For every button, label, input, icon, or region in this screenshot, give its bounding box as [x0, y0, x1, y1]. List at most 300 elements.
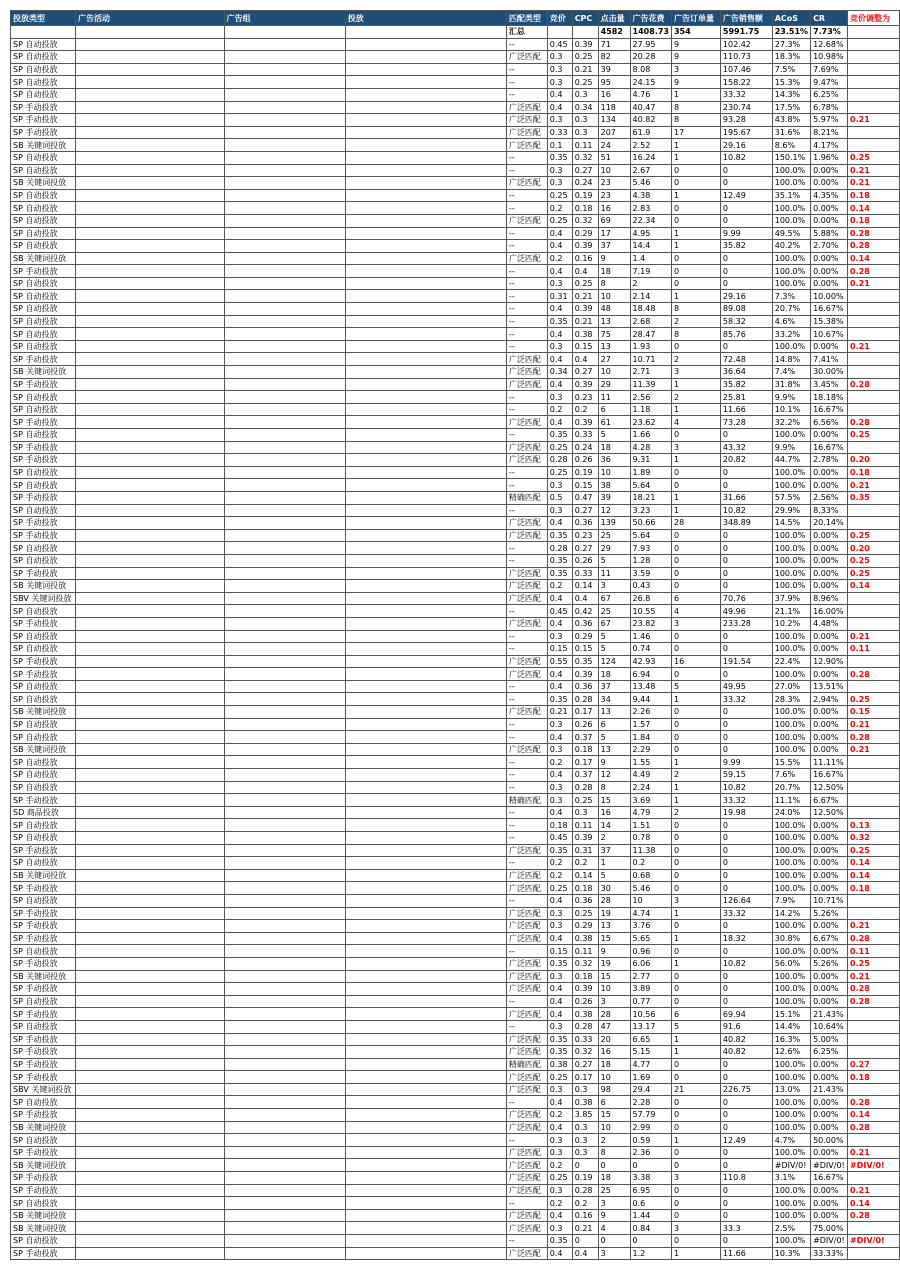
cell-ad-group[interactable] [224, 202, 345, 215]
cell-cpc[interactable]: 0.29 [572, 227, 598, 240]
cell-targeting[interactable] [345, 819, 506, 832]
cell-type[interactable]: SP 自动投放 [11, 76, 76, 89]
total-bid-adjust[interactable] [848, 26, 900, 39]
cell-targeting[interactable] [345, 290, 506, 303]
cell-cr[interactable]: 21.43% [811, 1008, 848, 1021]
cell-acos[interactable]: 4.7% [772, 1134, 810, 1147]
cell-orders[interactable]: 3 [671, 894, 720, 907]
cell-acos[interactable]: 14.8% [772, 353, 810, 366]
cell-cr[interactable]: 2.94% [811, 693, 848, 706]
cell-bid[interactable]: 0.4 [547, 378, 572, 391]
cell-type[interactable]: SP 自动投放 [11, 1197, 76, 1210]
cell-orders[interactable]: 0 [671, 832, 720, 845]
cell-cpc[interactable]: 0.36 [572, 894, 598, 907]
cell-ad-group[interactable] [224, 441, 345, 454]
cell-spend[interactable]: 1.55 [630, 756, 671, 769]
cell-cpc[interactable]: 0.16 [572, 1209, 598, 1222]
cell-orders[interactable]: 0 [671, 920, 720, 933]
cell-campaign[interactable] [75, 328, 224, 341]
cell-sales[interactable]: 0 [720, 1096, 772, 1109]
cell-acos[interactable]: 100.0% [772, 1096, 810, 1109]
cell-campaign[interactable] [75, 38, 224, 51]
cell-spend[interactable]: 0.43 [630, 580, 671, 593]
cell-spend[interactable]: 5.64 [630, 479, 671, 492]
cell-type[interactable]: SB 关键词投放 [11, 139, 76, 152]
cell-acos[interactable]: #DIV/0! [772, 1159, 810, 1172]
cell-orders[interactable]: 21 [671, 1083, 720, 1096]
cell-bid-adjust[interactable]: 0.21 [848, 743, 900, 756]
cell-clicks[interactable]: 9 [598, 756, 630, 769]
cell-cpc[interactable]: 0.19 [572, 1172, 598, 1185]
cell-targeting[interactable] [345, 617, 506, 630]
cell-spend[interactable]: 1.44 [630, 1209, 671, 1222]
cell-cpc[interactable]: 0.18 [572, 202, 598, 215]
cell-clicks[interactable]: 75 [598, 328, 630, 341]
cell-sales[interactable]: 0 [720, 706, 772, 719]
cell-cr[interactable]: 0.00% [811, 706, 848, 719]
cell-orders[interactable]: 1 [671, 1033, 720, 1046]
cell-match-type[interactable]: 广泛匹配 [506, 517, 547, 530]
cell-cpc[interactable]: 0.31 [572, 844, 598, 857]
cell-match-type[interactable]: -- [506, 38, 547, 51]
cell-cpc[interactable]: 0.32 [572, 151, 598, 164]
cell-spend[interactable]: 6.06 [630, 957, 671, 970]
cell-bid[interactable]: 0.4 [547, 1121, 572, 1134]
cell-orders[interactable]: 0 [671, 1109, 720, 1122]
cell-cr[interactable]: 5.26% [811, 907, 848, 920]
cell-acos[interactable]: 150.1% [772, 151, 810, 164]
cell-clicks[interactable]: 3 [598, 580, 630, 593]
cell-ad-group[interactable] [224, 88, 345, 101]
cell-targeting[interactable] [345, 806, 506, 819]
cell-cr[interactable]: 6.25% [811, 88, 848, 101]
cell-acos[interactable]: 44.7% [772, 454, 810, 467]
cell-type[interactable]: SB 关键词投放 [11, 1209, 76, 1222]
cell-bid[interactable]: 0.2 [547, 252, 572, 265]
cell-targeting[interactable] [345, 403, 506, 416]
cell-ad-group[interactable] [224, 517, 345, 530]
cell-targeting[interactable] [345, 605, 506, 618]
cell-cr[interactable]: 11.11% [811, 756, 848, 769]
cell-acos[interactable]: 7.3% [772, 290, 810, 303]
cell-match-type[interactable]: 广泛匹配 [506, 920, 547, 933]
cell-sales[interactable]: 0 [720, 252, 772, 265]
cell-cpc[interactable]: 0.32 [572, 214, 598, 227]
cell-ad-group[interactable] [224, 315, 345, 328]
cell-sales[interactable]: 0 [720, 643, 772, 656]
cell-spend[interactable]: 3.76 [630, 920, 671, 933]
cell-match-type[interactable]: 广泛匹配 [506, 580, 547, 593]
cell-sales[interactable]: 0 [720, 340, 772, 353]
cell-targeting[interactable] [345, 303, 506, 316]
cell-match-type[interactable]: -- [506, 240, 547, 253]
cell-match-type[interactable]: 广泛匹配 [506, 378, 547, 391]
cell-ad-group[interactable] [224, 454, 345, 467]
cell-ad-group[interactable] [224, 391, 345, 404]
cell-spend[interactable]: 0.68 [630, 869, 671, 882]
cell-type[interactable]: SP 自动投放 [11, 554, 76, 567]
cell-sales[interactable]: 0 [720, 844, 772, 857]
cell-bid[interactable]: 0.4 [547, 731, 572, 744]
cell-cr[interactable]: 0.00% [811, 265, 848, 278]
cell-orders[interactable]: 1 [671, 454, 720, 467]
cell-bid-adjust[interactable] [848, 76, 900, 89]
cell-clicks[interactable]: 34 [598, 693, 630, 706]
cell-spend[interactable]: 2.14 [630, 290, 671, 303]
cell-spend[interactable]: 61.9 [630, 126, 671, 139]
cell-clicks[interactable]: 15 [598, 794, 630, 807]
cell-ad-group[interactable] [224, 983, 345, 996]
cell-cr[interactable]: 0.00% [811, 630, 848, 643]
cell-spend[interactable]: 6.65 [630, 1033, 671, 1046]
cell-match-type[interactable]: -- [506, 315, 547, 328]
cell-orders[interactable]: 0 [671, 1159, 720, 1172]
cell-match-type[interactable]: -- [506, 1197, 547, 1210]
cell-cpc[interactable]: 0.11 [572, 945, 598, 958]
cell-type[interactable]: SP 手动投放 [11, 920, 76, 933]
cell-cr[interactable]: 0.00% [811, 554, 848, 567]
cell-spend[interactable]: 1.4 [630, 252, 671, 265]
cell-match-type[interactable]: 广泛匹配 [506, 1083, 547, 1096]
cell-targeting[interactable] [345, 1146, 506, 1159]
cell-bid-adjust[interactable]: 0.11 [848, 945, 900, 958]
cell-type[interactable]: SP 自动投放 [11, 832, 76, 845]
cell-cr[interactable]: 0.00% [811, 1058, 848, 1071]
cell-bid[interactable]: 0.3 [547, 907, 572, 920]
cell-ad-group[interactable] [224, 731, 345, 744]
cell-orders[interactable]: 8 [671, 101, 720, 114]
cell-match-type[interactable]: -- [506, 819, 547, 832]
cell-ad-group[interactable] [224, 592, 345, 605]
cell-type[interactable]: SP 自动投放 [11, 630, 76, 643]
cell-acos[interactable]: 100.0% [772, 832, 810, 845]
cell-sales[interactable]: 195.67 [720, 126, 772, 139]
cell-clicks[interactable]: 23 [598, 189, 630, 202]
cell-type[interactable]: SP 自动投放 [11, 1020, 76, 1033]
cell-ad-group[interactable] [224, 38, 345, 51]
cell-cpc[interactable]: 0.47 [572, 491, 598, 504]
cell-targeting[interactable] [345, 529, 506, 542]
cell-bid[interactable]: 0.35 [547, 844, 572, 857]
cell-orders[interactable]: 0 [671, 844, 720, 857]
cell-spend[interactable]: 1.46 [630, 630, 671, 643]
cell-spend[interactable]: 13.48 [630, 680, 671, 693]
cell-acos[interactable]: 100.0% [772, 554, 810, 567]
cell-sales[interactable]: 0 [720, 554, 772, 567]
cell-match-type[interactable]: -- [506, 605, 547, 618]
cell-campaign[interactable] [75, 1109, 224, 1122]
cell-sales[interactable]: 0 [720, 542, 772, 555]
cell-type[interactable]: SP 手动投放 [11, 1172, 76, 1185]
cell-type[interactable]: SP 手动投放 [11, 517, 76, 530]
cell-ad-group[interactable] [224, 63, 345, 76]
total-bid[interactable] [547, 26, 572, 39]
cell-ad-group[interactable] [224, 718, 345, 731]
cell-spend[interactable]: 23.82 [630, 617, 671, 630]
cell-clicks[interactable]: 13 [598, 315, 630, 328]
cell-clicks[interactable]: 139 [598, 517, 630, 530]
cell-campaign[interactable] [75, 693, 224, 706]
cell-match-type[interactable]: 广泛匹配 [506, 214, 547, 227]
cell-sales[interactable]: 40.82 [720, 1033, 772, 1046]
cell-orders[interactable]: 0 [671, 1209, 720, 1222]
cell-type[interactable]: SB 关键词投放 [11, 1222, 76, 1235]
cell-sales[interactable]: 102.42 [720, 38, 772, 51]
cell-bid-adjust[interactable] [848, 366, 900, 379]
cell-clicks[interactable]: 37 [598, 240, 630, 253]
header-targeting[interactable]: 投放 [345, 11, 506, 26]
cell-match-type[interactable]: 广泛匹配 [506, 1071, 547, 1084]
cell-campaign[interactable] [75, 1172, 224, 1185]
cell-match-type[interactable]: -- [506, 756, 547, 769]
cell-targeting[interactable] [345, 466, 506, 479]
cell-clicks[interactable]: 2 [598, 832, 630, 845]
cell-targeting[interactable] [345, 542, 506, 555]
cell-ad-group[interactable] [224, 1083, 345, 1096]
cell-ad-group[interactable] [224, 240, 345, 253]
cell-cpc[interactable]: 0.38 [572, 1008, 598, 1021]
cell-match-type[interactable]: 广泛匹配 [506, 957, 547, 970]
cell-match-type[interactable]: -- [506, 328, 547, 341]
cell-bid-adjust[interactable] [848, 101, 900, 114]
cell-targeting[interactable] [345, 995, 506, 1008]
cell-clicks[interactable]: 3 [598, 1197, 630, 1210]
cell-ad-group[interactable] [224, 1071, 345, 1084]
cell-cpc[interactable]: 0.4 [572, 353, 598, 366]
cell-targeting[interactable] [345, 1058, 506, 1071]
cell-bid-adjust[interactable]: #DIV/0! [848, 1159, 900, 1172]
cell-sales[interactable]: 49.95 [720, 680, 772, 693]
cell-bid-adjust[interactable] [848, 794, 900, 807]
cell-ad-group[interactable] [224, 1159, 345, 1172]
cell-clicks[interactable]: 13 [598, 706, 630, 719]
cell-campaign[interactable] [75, 240, 224, 253]
cell-type[interactable]: SP 自动投放 [11, 227, 76, 240]
cell-campaign[interactable] [75, 491, 224, 504]
cell-clicks[interactable]: 10 [598, 983, 630, 996]
cell-clicks[interactable]: 24 [598, 139, 630, 152]
cell-orders[interactable]: 9 [671, 51, 720, 64]
cell-cr[interactable]: 0.00% [811, 1184, 848, 1197]
cell-ad-group[interactable] [224, 1008, 345, 1021]
cell-cr[interactable]: 12.90% [811, 655, 848, 668]
cell-cpc[interactable]: 0.19 [572, 466, 598, 479]
cell-campaign[interactable] [75, 832, 224, 845]
cell-cpc[interactable]: 0 [572, 1159, 598, 1172]
cell-campaign[interactable] [75, 1083, 224, 1096]
cell-sales[interactable]: 59.15 [720, 769, 772, 782]
cell-bid-adjust[interactable]: 0.13 [848, 819, 900, 832]
cell-bid[interactable]: 0.35 [547, 567, 572, 580]
cell-match-type[interactable]: -- [506, 643, 547, 656]
cell-bid[interactable]: 0.3 [547, 794, 572, 807]
cell-bid-adjust[interactable]: 0.14 [848, 869, 900, 882]
cell-match-type[interactable]: 广泛匹配 [506, 668, 547, 681]
cell-campaign[interactable] [75, 214, 224, 227]
cell-sales[interactable]: 0 [720, 177, 772, 190]
cell-clicks[interactable]: 5 [598, 554, 630, 567]
cell-acos[interactable]: 100.0% [772, 1184, 810, 1197]
cell-targeting[interactable] [345, 680, 506, 693]
cell-campaign[interactable] [75, 164, 224, 177]
cell-sales[interactable]: 58.32 [720, 315, 772, 328]
cell-sales[interactable]: 0 [720, 277, 772, 290]
cell-cpc[interactable]: 0.39 [572, 416, 598, 429]
cell-match-type[interactable]: 精确匹配 [506, 794, 547, 807]
cell-campaign[interactable] [75, 983, 224, 996]
cell-type[interactable]: SP 手动投放 [11, 265, 76, 278]
cell-ad-group[interactable] [224, 353, 345, 366]
cell-cr[interactable]: 18.18% [811, 391, 848, 404]
cell-type[interactable]: SP 自动投放 [11, 429, 76, 442]
cell-cpc[interactable]: 0.11 [572, 819, 598, 832]
header-bid[interactable]: 竞价 [547, 11, 572, 26]
cell-ad-group[interactable] [224, 529, 345, 542]
cell-ad-group[interactable] [224, 1209, 345, 1222]
cell-bid[interactable]: 0.4 [547, 328, 572, 341]
cell-match-type[interactable]: 广泛匹配 [506, 529, 547, 542]
cell-bid[interactable]: 0.4 [547, 668, 572, 681]
cell-targeting[interactable] [345, 277, 506, 290]
cell-ad-group[interactable] [224, 1058, 345, 1071]
cell-clicks[interactable]: 28 [598, 894, 630, 907]
header-cr[interactable]: CR [811, 11, 848, 26]
cell-cr[interactable]: 10.98% [811, 51, 848, 64]
cell-cpc[interactable]: 0.15 [572, 643, 598, 656]
cell-sales[interactable]: 10.82 [720, 957, 772, 970]
cell-match-type[interactable]: 广泛匹配 [506, 126, 547, 139]
cell-type[interactable]: SP 自动投放 [11, 857, 76, 870]
cell-cr[interactable]: 7.41% [811, 353, 848, 366]
cell-orders[interactable]: 1 [671, 189, 720, 202]
total-spend[interactable]: 1408.73 [630, 26, 671, 39]
cell-cr[interactable]: 0.00% [811, 1109, 848, 1122]
cell-spend[interactable]: 40.82 [630, 114, 671, 127]
cell-cr[interactable]: 13.51% [811, 680, 848, 693]
cell-bid-adjust[interactable]: 0.35 [848, 491, 900, 504]
cell-acos[interactable]: 28.3% [772, 693, 810, 706]
cell-sales[interactable]: 25.81 [720, 391, 772, 404]
cell-orders[interactable]: 28 [671, 517, 720, 530]
cell-orders[interactable]: 0 [671, 1071, 720, 1084]
cell-cr[interactable]: 0.00% [811, 1209, 848, 1222]
cell-bid-adjust[interactable]: 0.14 [848, 252, 900, 265]
cell-clicks[interactable]: 95 [598, 76, 630, 89]
cell-acos[interactable]: 100.0% [772, 164, 810, 177]
cell-bid[interactable]: 0.2 [547, 857, 572, 870]
cell-bid[interactable]: 0.4 [547, 894, 572, 907]
cell-bid[interactable]: 0.3 [547, 114, 572, 127]
cell-clicks[interactable]: 51 [598, 151, 630, 164]
cell-campaign[interactable] [75, 680, 224, 693]
cell-acos[interactable]: 100.0% [772, 1197, 810, 1210]
cell-type[interactable]: SP 自动投放 [11, 51, 76, 64]
cell-cr[interactable]: 12.50% [811, 781, 848, 794]
cell-spend[interactable]: 3.38 [630, 1172, 671, 1185]
cell-bid-adjust[interactable] [848, 1172, 900, 1185]
cell-orders[interactable]: 1 [671, 794, 720, 807]
cell-clicks[interactable]: 19 [598, 957, 630, 970]
cell-bid-adjust[interactable]: 0.25 [848, 844, 900, 857]
cell-type[interactable]: SP 自动投放 [11, 756, 76, 769]
cell-cpc[interactable]: 0.27 [572, 366, 598, 379]
cell-bid[interactable]: 0.35 [547, 529, 572, 542]
cell-cpc[interactable]: 0.26 [572, 454, 598, 467]
cell-match-type[interactable]: 广泛匹配 [506, 1109, 547, 1122]
cell-match-type[interactable]: 广泛匹配 [506, 366, 547, 379]
cell-bid[interactable]: 0.35 [547, 429, 572, 442]
cell-campaign[interactable] [75, 554, 224, 567]
cell-targeting[interactable] [345, 1033, 506, 1046]
cell-acos[interactable]: 21.1% [772, 605, 810, 618]
cell-cr[interactable]: 6.67% [811, 932, 848, 945]
cell-bid-adjust[interactable] [848, 1008, 900, 1021]
cell-campaign[interactable] [75, 970, 224, 983]
cell-bid-adjust[interactable]: 0.28 [848, 416, 900, 429]
cell-cpc[interactable]: 0.25 [572, 76, 598, 89]
cell-clicks[interactable]: 4 [598, 1222, 630, 1235]
cell-spend[interactable]: 24.15 [630, 76, 671, 89]
cell-acos[interactable]: 31.8% [772, 378, 810, 391]
cell-sales[interactable]: 73.28 [720, 416, 772, 429]
cell-type[interactable]: SP 自动投放 [11, 504, 76, 517]
cell-bid-adjust[interactable]: 0.25 [848, 529, 900, 542]
cell-bid[interactable]: 0.4 [547, 227, 572, 240]
cell-campaign[interactable] [75, 101, 224, 114]
cell-type[interactable]: SP 自动投放 [11, 63, 76, 76]
cell-spend[interactable]: 2.29 [630, 743, 671, 756]
cell-acos[interactable]: 100.0% [772, 529, 810, 542]
cell-cpc[interactable]: 0.36 [572, 517, 598, 530]
cell-type[interactable]: SP 自动投放 [11, 303, 76, 316]
cell-cr[interactable]: 0.00% [811, 466, 848, 479]
cell-acos[interactable]: 10.3% [772, 1247, 810, 1260]
cell-orders[interactable]: 3 [671, 1172, 720, 1185]
cell-orders[interactable]: 0 [671, 945, 720, 958]
cell-sales[interactable]: 0 [720, 731, 772, 744]
cell-spend[interactable]: 57.79 [630, 1109, 671, 1122]
cell-targeting[interactable] [345, 1209, 506, 1222]
cell-match-type[interactable]: 广泛匹配 [506, 1184, 547, 1197]
cell-acos[interactable]: 20.7% [772, 303, 810, 316]
cell-ad-group[interactable] [224, 819, 345, 832]
cell-type[interactable]: SP 自动投放 [11, 164, 76, 177]
cell-bid-adjust[interactable]: 0.14 [848, 202, 900, 215]
cell-targeting[interactable] [345, 429, 506, 442]
cell-campaign[interactable] [75, 580, 224, 593]
cell-sales[interactable]: 0 [720, 1197, 772, 1210]
cell-clicks[interactable]: 134 [598, 114, 630, 127]
cell-campaign[interactable] [75, 1247, 224, 1260]
cell-acos[interactable]: 56.0% [772, 957, 810, 970]
cell-cpc[interactable]: 0.15 [572, 340, 598, 353]
cell-type[interactable]: SP 自动投放 [11, 945, 76, 958]
cell-type[interactable]: SP 手动投放 [11, 378, 76, 391]
cell-match-type[interactable]: -- [506, 63, 547, 76]
cell-bid-adjust[interactable] [848, 1046, 900, 1059]
cell-bid-adjust[interactable] [848, 907, 900, 920]
cell-targeting[interactable] [345, 1046, 506, 1059]
cell-acos[interactable]: 57.5% [772, 491, 810, 504]
cell-cpc[interactable]: 0.18 [572, 882, 598, 895]
cell-type[interactable]: SP 自动投放 [11, 202, 76, 215]
cell-targeting[interactable] [345, 177, 506, 190]
cell-acos[interactable]: 100.0% [772, 668, 810, 681]
cell-match-type[interactable]: -- [506, 680, 547, 693]
cell-targeting[interactable] [345, 1184, 506, 1197]
cell-sales[interactable]: 33.32 [720, 88, 772, 101]
cell-clicks[interactable]: 19 [598, 907, 630, 920]
